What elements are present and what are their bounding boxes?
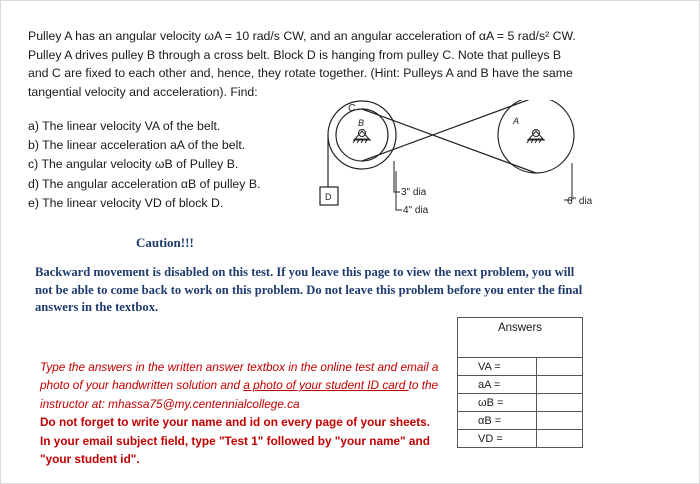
pulley-diagram xyxy=(300,100,620,230)
answer-cell[interactable] xyxy=(537,430,583,448)
label-a: A xyxy=(513,116,520,126)
label-b: B xyxy=(358,118,365,128)
instructions-part2: to the instructor at: mhassa75@my.centennialcollege.ca xyxy=(40,378,439,411)
block-d-label: D xyxy=(325,192,332,202)
instructions-underlined: a photo of your student ID card xyxy=(243,378,409,393)
answer-label: aA = xyxy=(458,376,537,394)
answer-label: ωB = xyxy=(458,394,537,412)
label-3in: 3" dia xyxy=(401,187,427,198)
instructions-part1: Type the answers in the written answer textbox in the online test and email a photo of your handwritten solution and xyxy=(40,360,439,393)
question-b: b) The linear acceleration aA of the belt. xyxy=(28,138,246,153)
label-4in: 4" dia xyxy=(403,205,429,216)
answer-cell[interactable] xyxy=(537,412,583,430)
answer-row-va xyxy=(458,358,583,376)
answer-cell[interactable] xyxy=(537,358,583,376)
belt-upper xyxy=(362,109,536,173)
answer-row-aa xyxy=(458,376,583,394)
question-list xyxy=(28,117,260,213)
pulley-c xyxy=(328,101,396,169)
instructions-bold-2: In your email subject field, type "Test 1" followed by "your name" and "your student id". xyxy=(40,433,430,467)
submission-instructions xyxy=(40,358,460,468)
answer-row-wb xyxy=(458,394,583,412)
caution-text: Backward movement is disabled on this test. If you leave this page to view the next problem, you will not be able to come back to work on this problem. Do not leave this problem before you enter the final answers in the textbox. xyxy=(35,265,583,314)
question-a: a) The linear velocity VA of the belt. xyxy=(28,119,221,133)
leader-6in xyxy=(564,163,572,200)
problem-statement xyxy=(28,27,608,101)
intro-line-4: tangential velocity and acceleration). Find: xyxy=(28,84,258,99)
question-c: c) The angular velocity ωB of Pulley B. xyxy=(28,157,239,172)
question-d: d) The angular acceleration αB of pulley B. xyxy=(28,176,261,191)
question-e: e) The linear velocity VD of block D. xyxy=(28,195,224,210)
answer-label: αB = xyxy=(458,412,537,430)
pin-b xyxy=(353,130,371,144)
pulley-b xyxy=(336,109,388,161)
caution-title: Caution!!! xyxy=(136,235,194,250)
pin-a xyxy=(527,130,545,144)
label-c: C xyxy=(348,103,356,114)
answer-label: VA = xyxy=(458,358,537,376)
instructions-italic xyxy=(40,358,460,413)
label-6in: 6" dia xyxy=(567,196,593,207)
answer-row-vd xyxy=(458,430,583,448)
answer-cell[interactable] xyxy=(537,376,583,394)
answer-cell[interactable] xyxy=(537,394,583,412)
intro-line-2: Pulley A drives pulley B through a cross belt. Block D is hanging from pulley C. Note that pulleys B xyxy=(28,47,562,62)
answers-table xyxy=(457,317,583,448)
intro-line-3: and C are fixed to each other and, hence, they rotate together. (Hint: Pulleys A and B have the same xyxy=(28,66,573,81)
leader-3in xyxy=(394,161,400,192)
instructions-bold-1: Do not forget to write your name and id on every page of your sheets. xyxy=(40,415,431,430)
answer-row-ab xyxy=(458,412,583,430)
answer-label: VD = xyxy=(458,430,537,448)
answers-header: Answers xyxy=(458,318,583,358)
intro-line-1: Pulley A has an angular velocity ωA = 10 rad/s CW, and an angular acceleration of αA = 5 rad/s² CW. xyxy=(28,29,576,43)
